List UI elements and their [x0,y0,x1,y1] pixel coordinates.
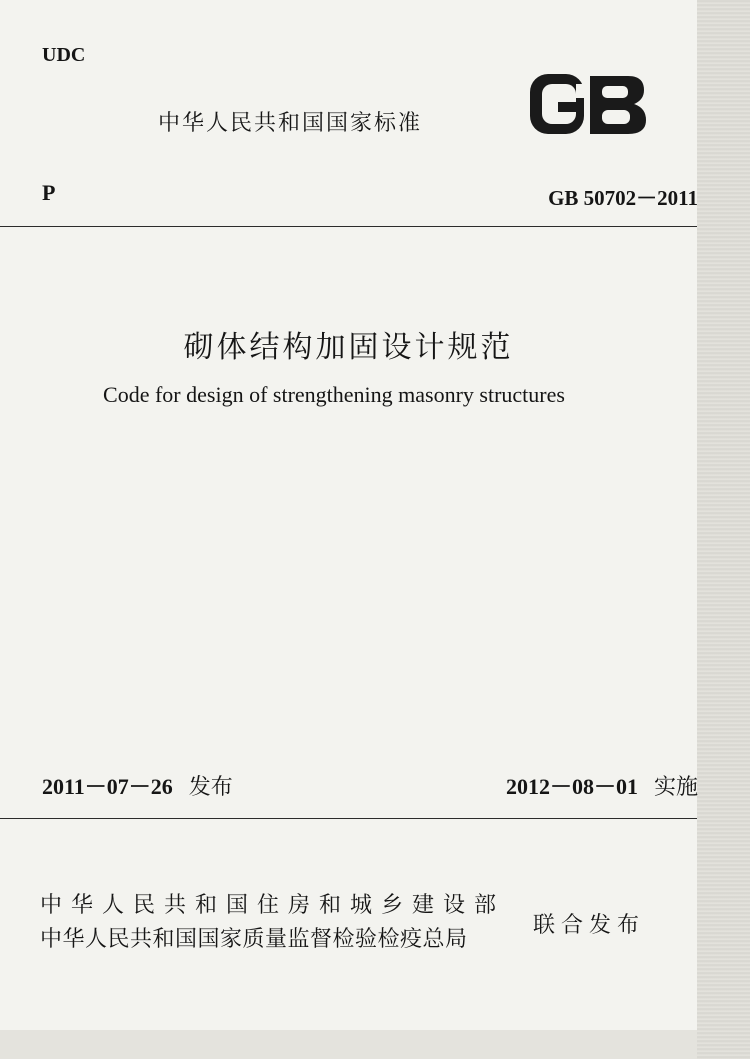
issuer-ministry: 中华人民共和国住房和城乡建设部 [40,893,506,918]
issuer-aqsiq: 中华人民共和国国家质量监督检验检疫总局 [40,927,468,952]
issue-date: 2011－07－26 [42,774,173,799]
udc-label: UDC [42,44,86,66]
issue-word: 发布 [188,775,233,800]
title-chinese: 砌体结构加固设计规范 [183,330,514,365]
divider-bottom [0,818,697,819]
title-english: Code for design of strengthening masonry structures [103,382,565,407]
classification-code: P [42,180,56,205]
standard-type: 中华人民共和国国家标准 [158,111,423,136]
page-bottom-edge [0,1030,697,1059]
effective-date: 2012－08－01 [505,774,638,799]
effective-word: 实施 [653,775,698,800]
effective-date-line [506,770,698,801]
standard-number: GB 50702－2011 [548,186,698,210]
divider-top [0,226,697,227]
page-edge [697,0,750,1059]
gb-logo [522,70,650,140]
gb-logo-icon [522,70,650,140]
joint-issue-label: 联合发布 [533,913,646,938]
issue-date-line [42,770,233,801]
